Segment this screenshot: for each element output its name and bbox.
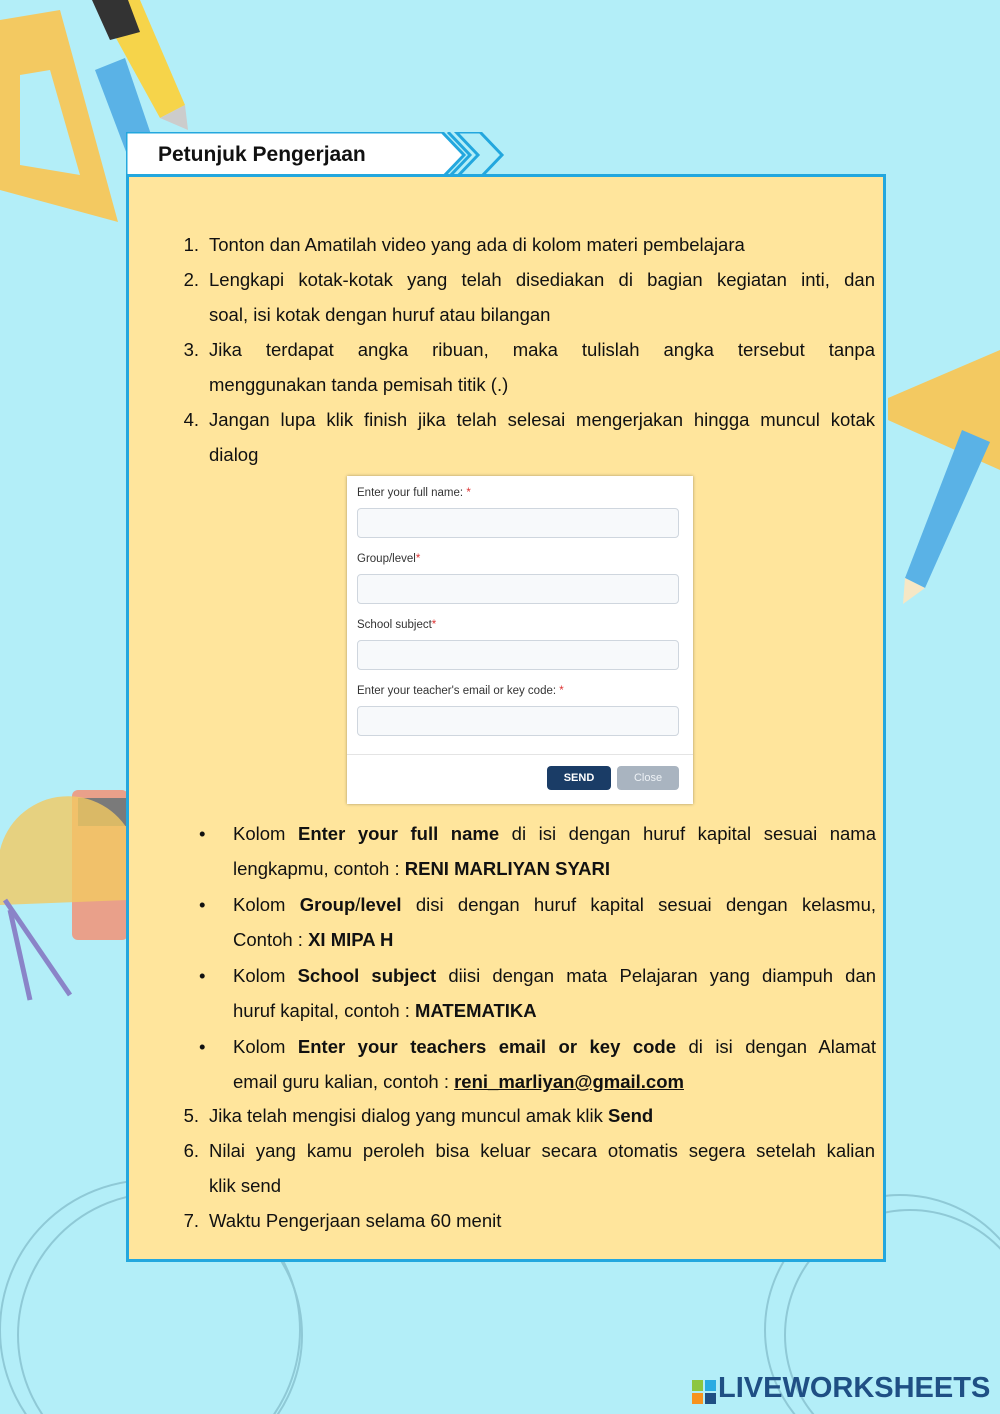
teacher-email-label: Enter your teacher's email or key code: *	[357, 685, 564, 697]
protractor-icon	[0, 796, 128, 905]
page-title: Petunjuk Pengerjaan	[158, 143, 366, 166]
teacher-email-input[interactable]	[357, 706, 679, 736]
bullet-icon: •	[199, 965, 206, 986]
send-button[interactable]: SEND	[547, 766, 611, 790]
full-name-label: Enter your full name: *	[357, 487, 471, 499]
group-level-input[interactable]	[357, 574, 679, 604]
liveworksheets-logo-icon	[692, 1380, 716, 1404]
compass-icon	[5, 900, 70, 1000]
close-button[interactable]: Close	[617, 766, 679, 790]
full-name-input[interactable]	[357, 508, 679, 538]
bullet-icon: •	[199, 1036, 206, 1057]
dialog-screenshot	[347, 476, 693, 804]
brand-name: LIVEWORKSHEETS	[718, 1372, 991, 1404]
school-subject-label: School subject*	[357, 619, 437, 631]
set-square-icon	[0, 10, 118, 222]
group-level-label: Group/level*	[357, 553, 421, 565]
bullet-icon: •	[199, 894, 206, 915]
pencil-right-icon	[903, 430, 990, 604]
email-link[interactable]: reni_marliyan@gmail.com	[454, 1071, 684, 1092]
instructions-panel: 1. Tonton dan Amatilah video yang ada di kolom materi pembelajara 2. Lengkapi kotak-kotak yang telah disediakan di bagian kegiatan inti, dan soal, isi kotak dengan huruf atau bilangan 3. Jika terdapat angka ribuan, maka tulislah angka tersebut tanpa menggunakan tanda pemisah titik (.) 4. Jangan lupa klik finish jika telah selesai mengerjakan hingga muncul kotak dialog Enter your full name: * Group/level* School subject* Enter your teacher's email or key code: * SEND Close • Kolom Enter your full name di isi dengan huruf kapital sesuai nama lengkapmu, contoh : RENI MARLIYAN SYARI • Kolom Group/level disi dengan huruf kapital sesuai dengan kelasmu, Contoh : XI MIPA H • Kolom School subject diisi dengan mata Pelajaran yang diampuh dan huruf kapital, contoh : MATEMATIKA • Kolom Enter your teachers email or key code di isi dengan Alamat email guru kalian, contoh : reni_marliyan@gmail.com 5. Jika telah mengisi dialog yang muncul amak klik Send 6. Nilai yang kamu peroleh bisa keluar secara otomatis segera setelah kalian klik send 7. Waktu Pengerjaan selama 60 menit	[126, 174, 886, 1262]
dialog-divider	[347, 754, 693, 755]
school-subject-input[interactable]	[357, 640, 679, 670]
bullet-icon: •	[199, 823, 206, 844]
